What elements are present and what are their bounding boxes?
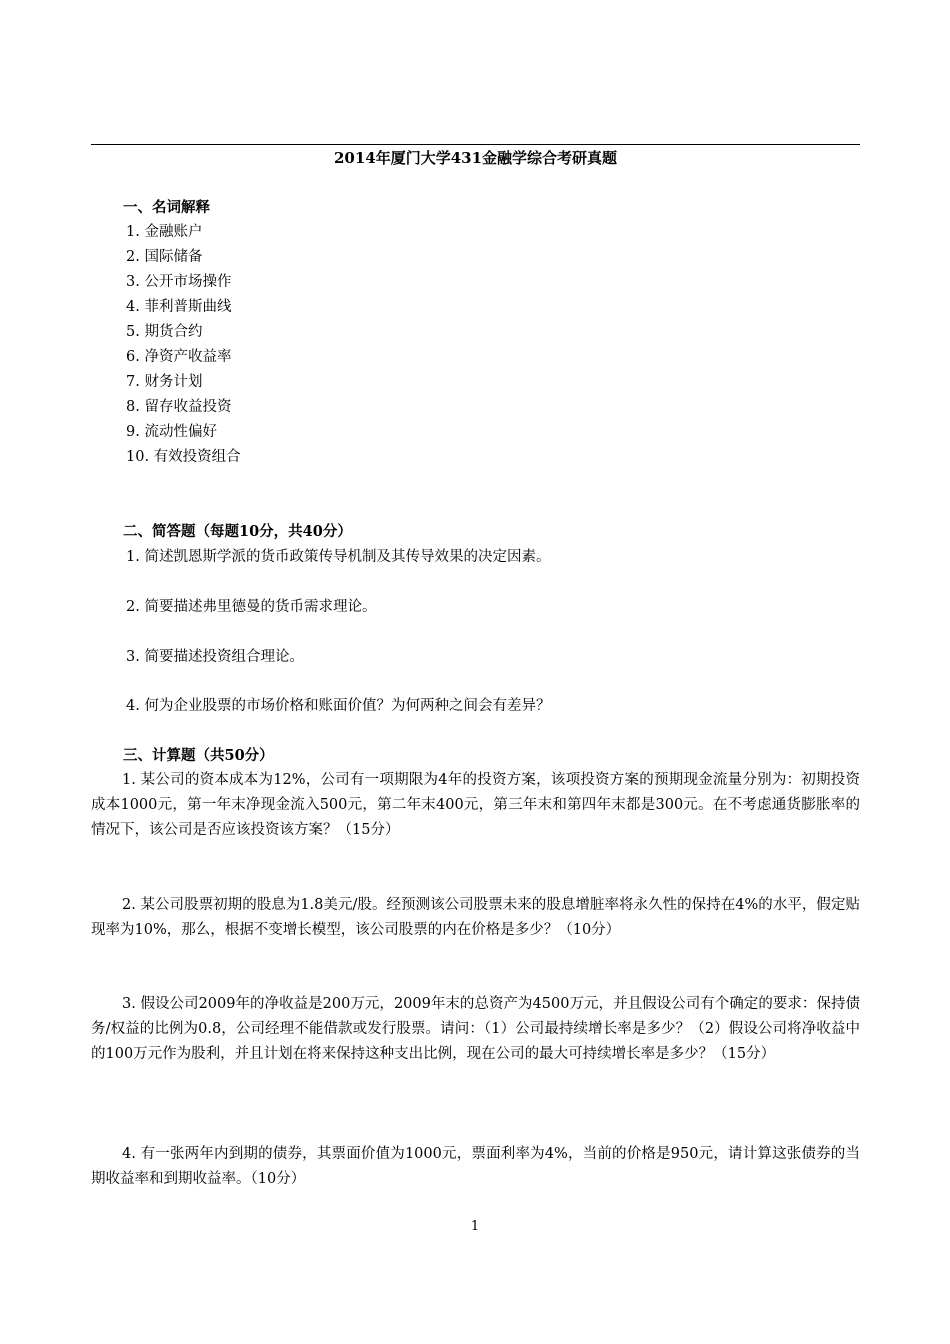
section-heading-calculation: 三、计算题（共50分） <box>123 747 274 764</box>
calculation-question: 3. 假设公司2009年的净收益是200万元，2009年末的总资产为4500万元，并且假设公司有个确定的要求：保持债务/权益的比例为0.8，公司经理不能借款或发行股票。请问：（1）公司最持续增长率是多少？（2）假设公司将净收益中的100万元作为股利，并且计划在将来保持这种支出比例，现在公司的最大可持续增长率是多少？（15分） <box>91 996 860 1062</box>
list-item: 5. 期货合约 <box>126 324 203 340</box>
list-item: 1. 金融账户 <box>126 224 203 240</box>
calculation-question: 2. 某公司股票初期的股息为1.8美元/股。经预测该公司股票未来的股息增脏率将永久性的保持在4%的水平，假定贴现率为10%，那么，根据不变增长模型，该公司股票的内在价格是多少？（10分） <box>91 897 860 938</box>
list-item: 6. 净资产收益率 <box>126 349 232 365</box>
question-item: 4. 何为企业股票的市场价格和账面价值？为何两种之间会有差异？ <box>126 698 551 714</box>
list-item: 4. 菲利普斯曲线 <box>126 299 232 315</box>
calculation-question: 1. 某公司的资本成本为12%，公司有一项期限为4年的投资方案，该项投资方案的预期现金流量分别为：初期投资成本1000元，第一年末净现金流入500元，第二年末400元，第三年末和第四年末都是300元。在不考虑通货膨胀率的情况下，该公司是否应该投资该方案？（15分） <box>91 772 860 838</box>
page-title: 2014年厦门大学431金融学综合考研真题 <box>333 149 618 167</box>
list-item: 7. 财务计划 <box>126 374 203 390</box>
header-rule <box>91 144 860 145</box>
section-heading-short-answer: 二、简答题（每题10分，共40分） <box>123 523 352 540</box>
question-item: 2. 简要描述弗里德曼的货币需求理论。 <box>126 599 377 615</box>
list-item: 8. 留存收益投资 <box>126 399 232 415</box>
list-item: 2. 国际储备 <box>126 249 203 265</box>
page-number: 1 <box>470 1219 480 1234</box>
question-item: 3. 简要描述投资组合理论。 <box>126 649 304 665</box>
list-item: 10. 有效投资组合 <box>126 449 241 465</box>
section-heading-terms: 一、名词解释 <box>123 199 210 216</box>
question-item: 1. 简述凯恩斯学派的货币政策传导机制及其传导效果的决定因素。 <box>126 549 551 565</box>
list-item: 9. 流动性偏好 <box>126 424 217 440</box>
list-item: 3. 公开市场操作 <box>126 274 232 290</box>
calculation-question: 4. 有一张两年内到期的债券，其票面价值为1000元，票面利率为4%，当前的价格是950元，请计算这张债券的当期收益率和到期收益率。（10分） <box>91 1146 860 1187</box>
